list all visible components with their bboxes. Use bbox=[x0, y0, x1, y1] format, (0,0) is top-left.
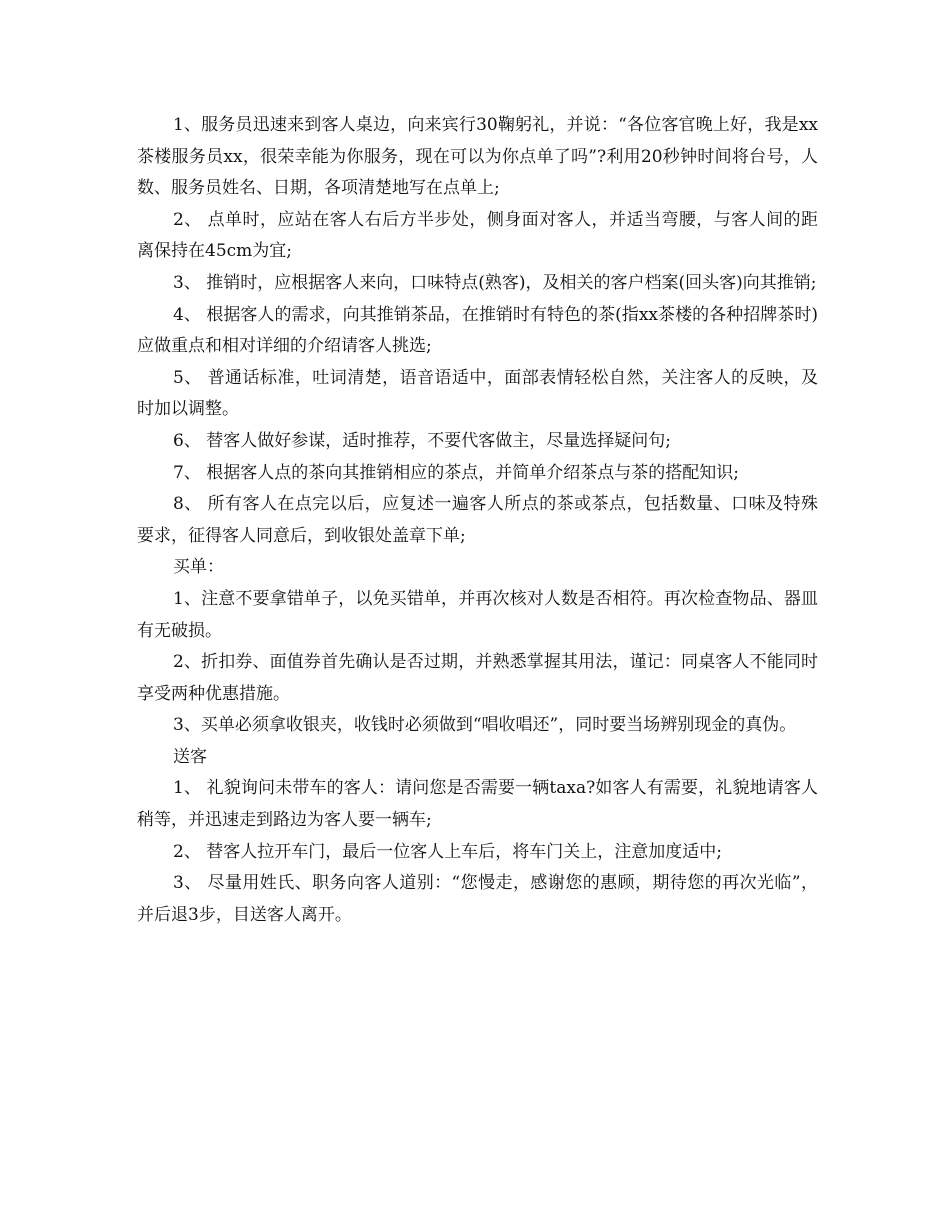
order-item-7: 7、 根据客人点的茶向其推销相应的茶点，并简单介绍茶点与茶的搭配知识; bbox=[173, 462, 739, 483]
farewell-item-1: 1、 礼貌询问未带车的客人：请问您是否需要一辆taxa?如客人有需要，礼貌地请客人稍等，并迅速走到路边为客人要一辆车; bbox=[137, 778, 818, 831]
farewell-item-3: 3、 尽量用姓氏、职务向客人道别：“您慢走，感谢您的惠顾，期待您的再次光临”，并后退3步，目送客人离开。 bbox=[137, 873, 818, 925]
billing-heading: 买单： bbox=[173, 557, 224, 578]
farewell-item-2: 2、 替客人拉开车门，最后一位客人上车后，将车门关上，注意加度适中; bbox=[173, 841, 722, 862]
billing-item-2: 2、折扣券、面值券首先确认是否过期，并熟悉掌握其用法，谨记：同桌客人不能同时享受两种优惠措施。 bbox=[137, 652, 818, 704]
order-item-1: 1、服务员迅速来到客人桌边，向来宾行30鞠躬礼，并说：“各位客官晚上好，我是xx茶楼服务员xx，很荣幸能为你服务，现在可以为你点单了吗”?利用20秒钟时间将台号，人数、服务员姓名、日期，各项清楚地写在点单上; bbox=[137, 115, 818, 199]
order-item-4: 4、 根据客人的需求，向其推销茶品，在推销时有特色的茶(指xx茶楼的各种招牌茶时)应做重点和相对详细的介绍请客人挑选; bbox=[137, 304, 818, 357]
order-item-6: 6、 替客人做好参谋，适时推荐，不要代客做主，尽量选择疑问句; bbox=[173, 430, 671, 451]
farewell-heading: 送客 bbox=[173, 746, 207, 767]
order-item-3: 3、 推销时，应根据客人来向，口味特点(熟客)，及相关的客户档案(回头客)向其推销; bbox=[173, 272, 817, 293]
order-item-5: 5、 普通话标准，吐词清楚，语音语适中，面部表情轻松自然，关注客人的反映，及时加以调整。 bbox=[137, 367, 818, 420]
billing-item-3: 3、买单必须拿收银夹，收钱时必须做到“唱收唱还”，同时要当场辨别现金的真伪。 bbox=[173, 715, 797, 736]
order-item-2: 2、 点单时，应站在客人右后方半步处，侧身面对客人，并适当弯腰，与客人间的距离保持在45cm为宜; bbox=[137, 209, 818, 262]
billing-item-1: 1、注意不要拿错单子，以免买错单，并再次核对人数是否相符。再次检查物品、器皿有无破损。 bbox=[137, 588, 818, 641]
order-item-8: 8、 所有客人在点完以后，应复述一遍客人所点的茶或茶点，包括数量、口味及特殊要求，征得客人同意后，到收银处盖章下单; bbox=[137, 494, 818, 546]
